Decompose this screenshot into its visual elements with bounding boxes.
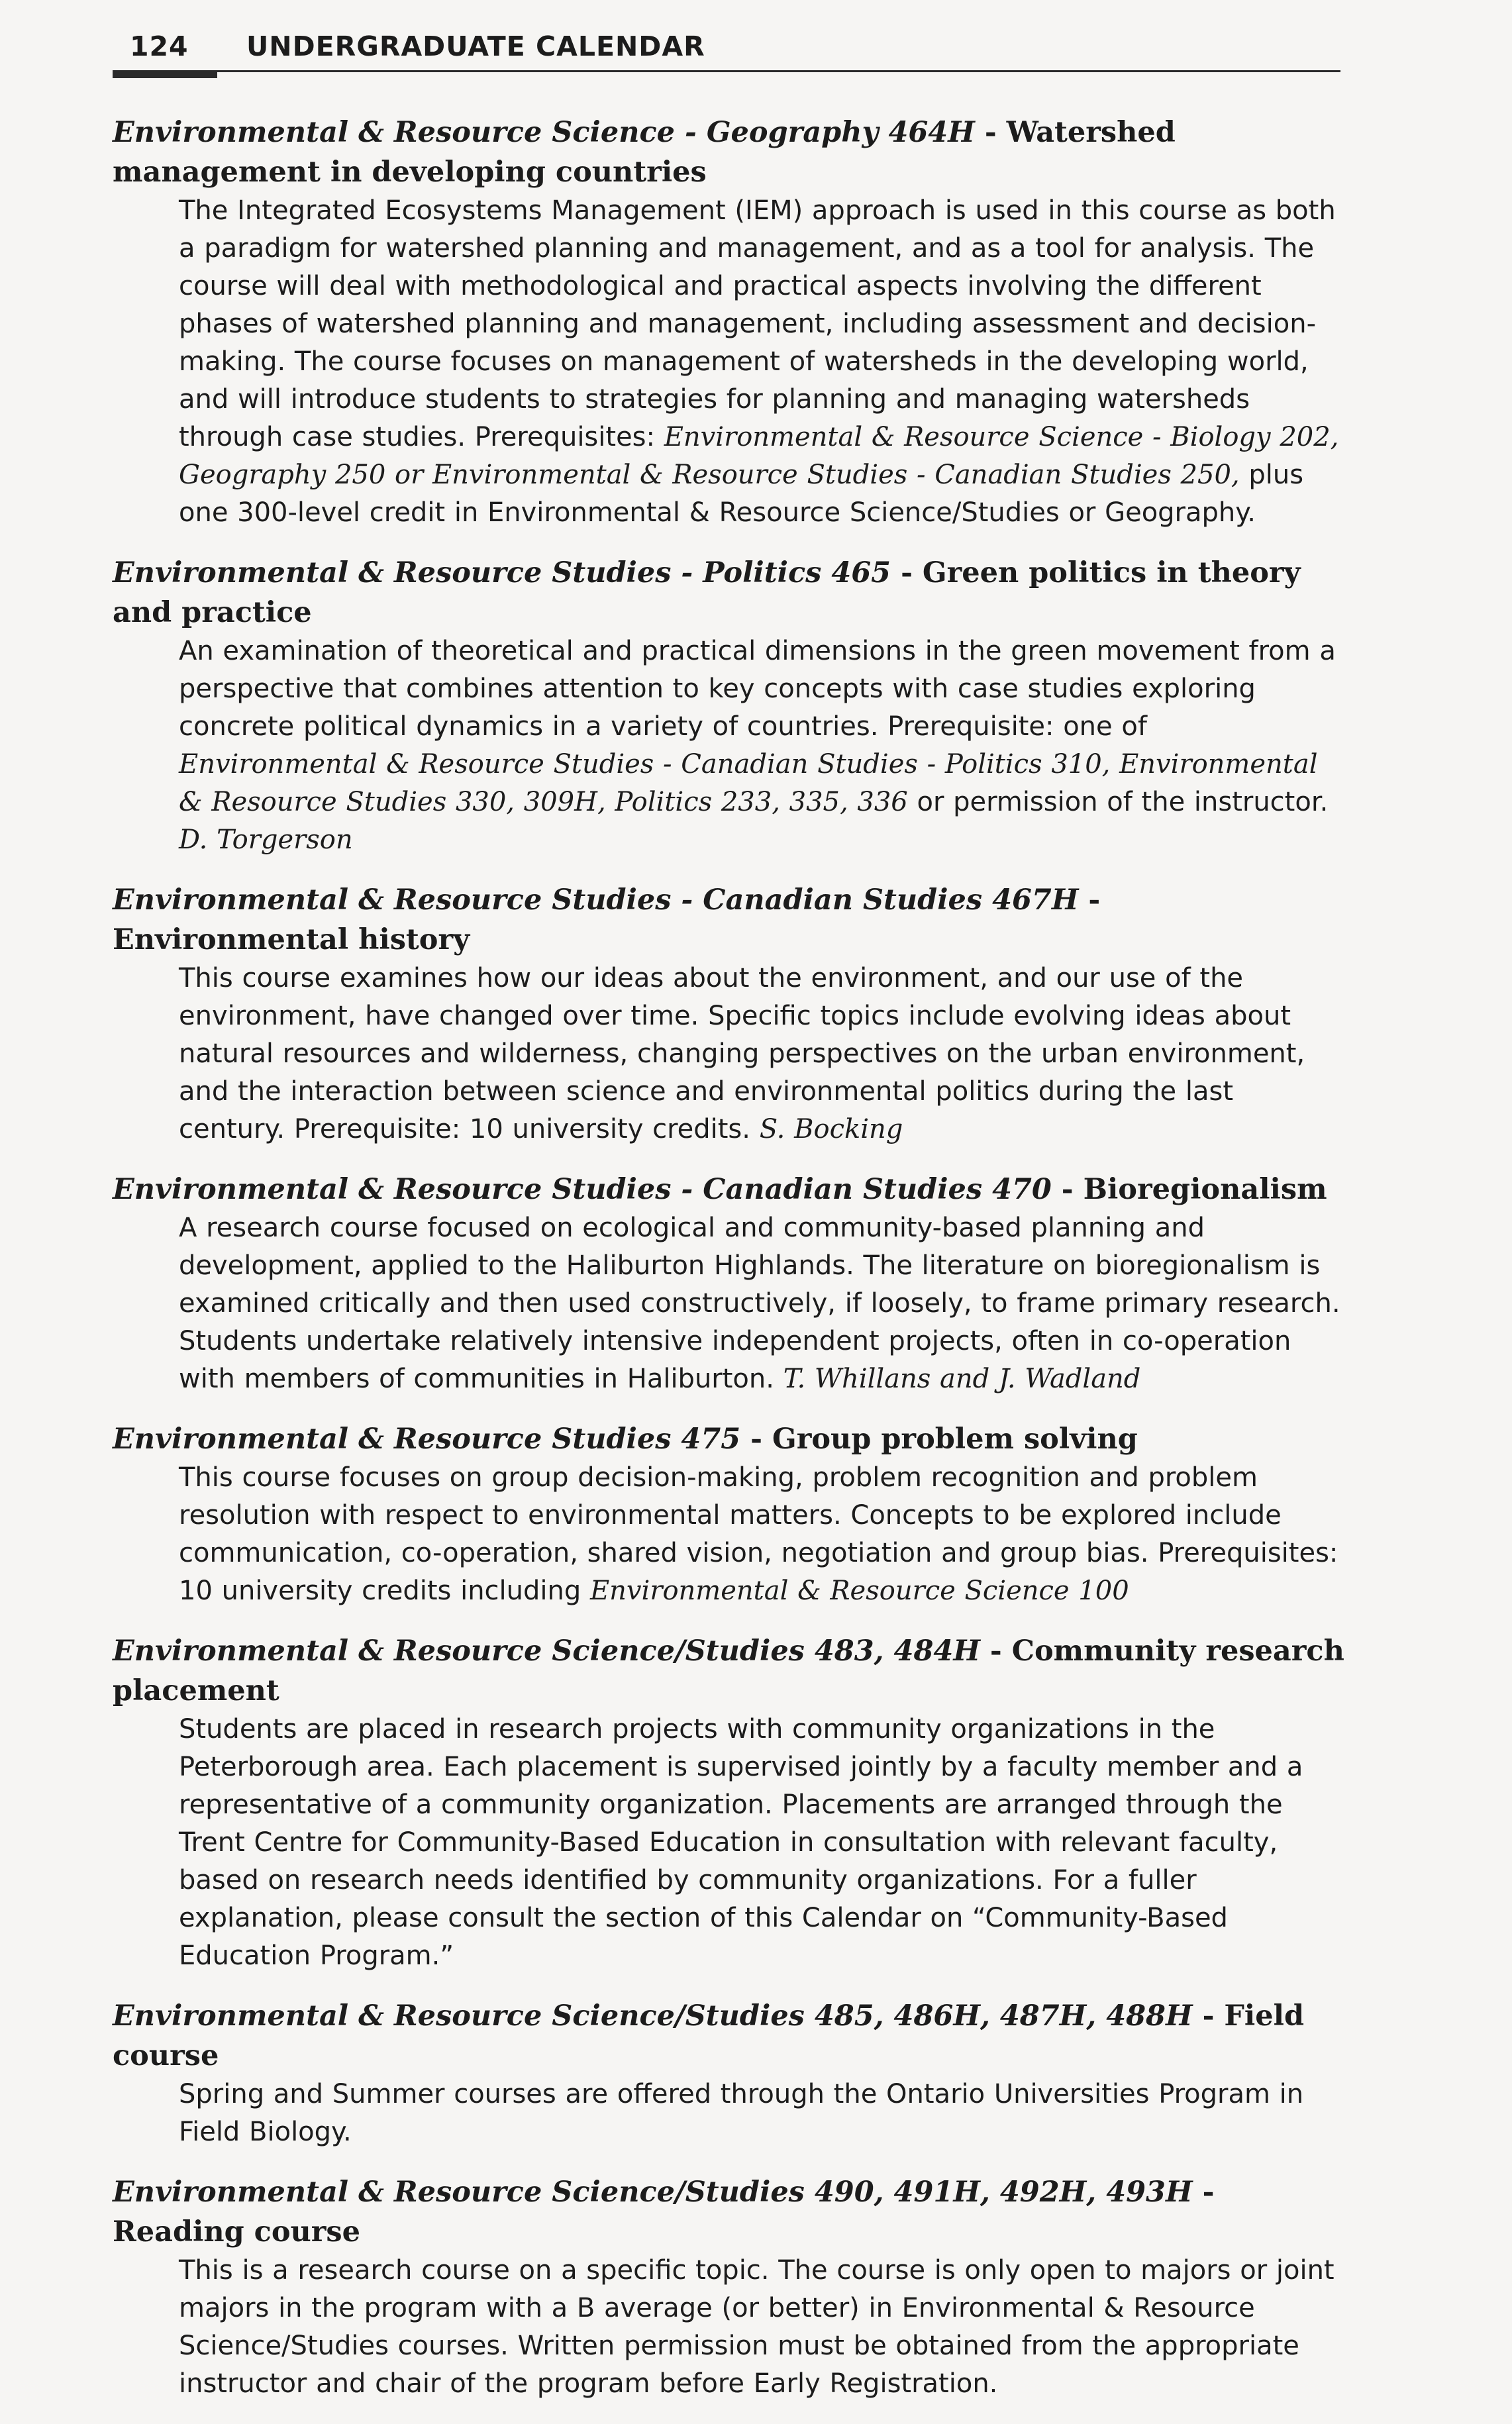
course-code: Environmental & Resource Science/Studies 485, 486H, 487H, 488H [113, 1999, 1193, 2033]
course-code: Environmental & Resource Studies 475 [113, 1423, 741, 1456]
course-heading [113, 2172, 1344, 2252]
course-description [179, 2252, 1344, 2403]
description-text: A research course focused on ecological and community-based planning and development, applied to the Haliburton Highlands. The literature on bioregionalism is examined critically and then used constructively, if loosely, to frame primary research. Students undertake relatively intensive independent projects, often in co-operation with members of communities in Haliburton. [179, 1213, 1340, 1394]
course-title: Community research placement [113, 1635, 1344, 1707]
course-entry [113, 553, 1344, 859]
course-heading [113, 1419, 1344, 1459]
course-code: Environmental & Resource Studies - Politics 465 [113, 556, 891, 589]
course-description [179, 1459, 1344, 1610]
course-entry [113, 1631, 1344, 1975]
course-heading [113, 113, 1344, 192]
course-heading [113, 553, 1344, 632]
header-rule [113, 70, 1340, 72]
course-list [113, 113, 1344, 2424]
course-code: Environmental & Resource Studies - Canadian Studies 467H [113, 884, 1079, 917]
description-italic: S. Bocking [759, 1114, 903, 1144]
course-separator: - [1051, 1173, 1084, 1206]
description-text: Spring and Summer courses are offered through the Ontario Universities Program in Field Biology. [179, 2079, 1304, 2147]
course-separator: - [980, 1635, 1012, 1668]
description-text: The Integrated Ecosystems Management (IEM) approach is used in this course as both a paradigm for watershed planning and management, and as a tool for analysis. The course will deal with methodological and practical aspects involving the different phases of watershed planning and management, including assessment and decision-making. The course focuses on management of watersheds in the developing world, and will introduce students to strategies for planning and managing watersheds through case studies. Prerequisites: [179, 195, 1336, 452]
description-italic: D. Torgerson [179, 825, 353, 855]
course-description [179, 2076, 1344, 2151]
course-heading [113, 1170, 1344, 1209]
course-description [179, 192, 1344, 532]
course-title: Watershed management in developing countries [113, 116, 1176, 189]
course-title: Bioregionalism [1083, 1173, 1327, 1206]
running-title: UNDERGRADUATE CALENDAR [246, 30, 705, 62]
course-heading [113, 1996, 1344, 2076]
header-rule-accent [113, 70, 217, 78]
course-description [179, 632, 1344, 859]
course-entry [113, 1419, 1344, 1610]
course-title: Environmental history [113, 923, 470, 956]
course-separator: - [1192, 1999, 1225, 2033]
course-separator: - [974, 116, 1007, 149]
course-entry [113, 1996, 1344, 2151]
course-separator: - [1192, 2176, 1215, 2209]
course-separator: - [740, 1423, 772, 1456]
course-entry [113, 1170, 1344, 1398]
description-text: This course focuses on group decision-making, problem recognition and problem resolution with respect to environmental matters. Concepts to be explored include communication, co-operation, shared vision, negotiation and group bias. Prerequisites: 10 university credits including [179, 1462, 1338, 1606]
course-code: Environmental & Resource Studies - Canadian Studies 470 [113, 1173, 1052, 1206]
description-text: This course examines how our ideas about the environment, and our use of the environment, have changed over time. Specific topics include evolving ideas about natural resources and wilderness, changing perspectives on the urban environment, and the interaction between science and environmental politics during the last century. Prerequisite: 10 university credits. [179, 963, 1305, 1144]
page-number: 124 [130, 30, 189, 62]
course-description [179, 1209, 1344, 1398]
course-title: Green politics in theory and practice [113, 556, 1301, 629]
description-text: plus one 300-level credit in Environmental & Resource Science/Studies or Geography. [179, 460, 1304, 528]
course-code: Environmental & Resource Science - Geography 464H [113, 116, 975, 149]
course-entry [113, 880, 1344, 1148]
course-title: Group problem solving [772, 1423, 1138, 1456]
description-text: An examination of theoretical and practical dimensions in the green movement from a perspective that combines attention to key concepts with case studies exploring concrete political dynamics in a variety of countries. Prerequisite: one of [179, 636, 1336, 742]
course-code: Environmental & Resource Science/Studies 490, 491H, 492H, 493H [113, 2176, 1193, 2209]
description-text: or permission of the instructor. [907, 787, 1329, 817]
description-text: This is a research course on a specific topic. The course is only open to majors or joint majors in the program with a B average (or better) in Environmental & Resource Science/Studies courses. Written permission must be obtained from the appropriate instructor and chair of the program before Early Registration. [179, 2255, 1335, 2399]
course-title: Field course [113, 1999, 1305, 2072]
course-code: Environmental & Resource Science/Studies 483, 484H [113, 1635, 980, 1668]
description-italic: T. Whillans and J. Wadland [783, 1364, 1141, 1394]
course-heading [113, 880, 1344, 960]
description-italic: Environmental & Resource Science 100 [589, 1576, 1129, 1606]
course-entry [113, 2172, 1344, 2403]
course-description [179, 960, 1344, 1148]
course-separator: - [891, 556, 923, 589]
description-text: Students are placed in research projects with community organizations in the Peterborough area. Each placement is supervised jointly by a faculty member and a representative of a community organization. Placements are arranged through the Trent Centre for Community-Based Education in consultation with relevant faculty, based on research needs identified by community organizations. For a fuller explanation, please consult the section of this Calendar on “Community-Based Education Program.” [179, 1714, 1303, 1971]
description-italic: Environmental & Resource Studies - Canadian Studies - Politics 310, Environmental & Resource Studies 330, 309H, Politics 233, 335, 336 [179, 749, 1318, 817]
course-heading [113, 1631, 1344, 1711]
description-italic: Environmental & Resource Science - Biology 202, Geography 250 or Environmental & Resource Studies - Canadian Studies 250, [179, 422, 1339, 490]
course-title: Reading course [113, 2215, 361, 2248]
course-separator: - [1078, 884, 1101, 917]
course-description [179, 1711, 1344, 1975]
course-entry [113, 113, 1344, 532]
page-header [130, 23, 1342, 89]
